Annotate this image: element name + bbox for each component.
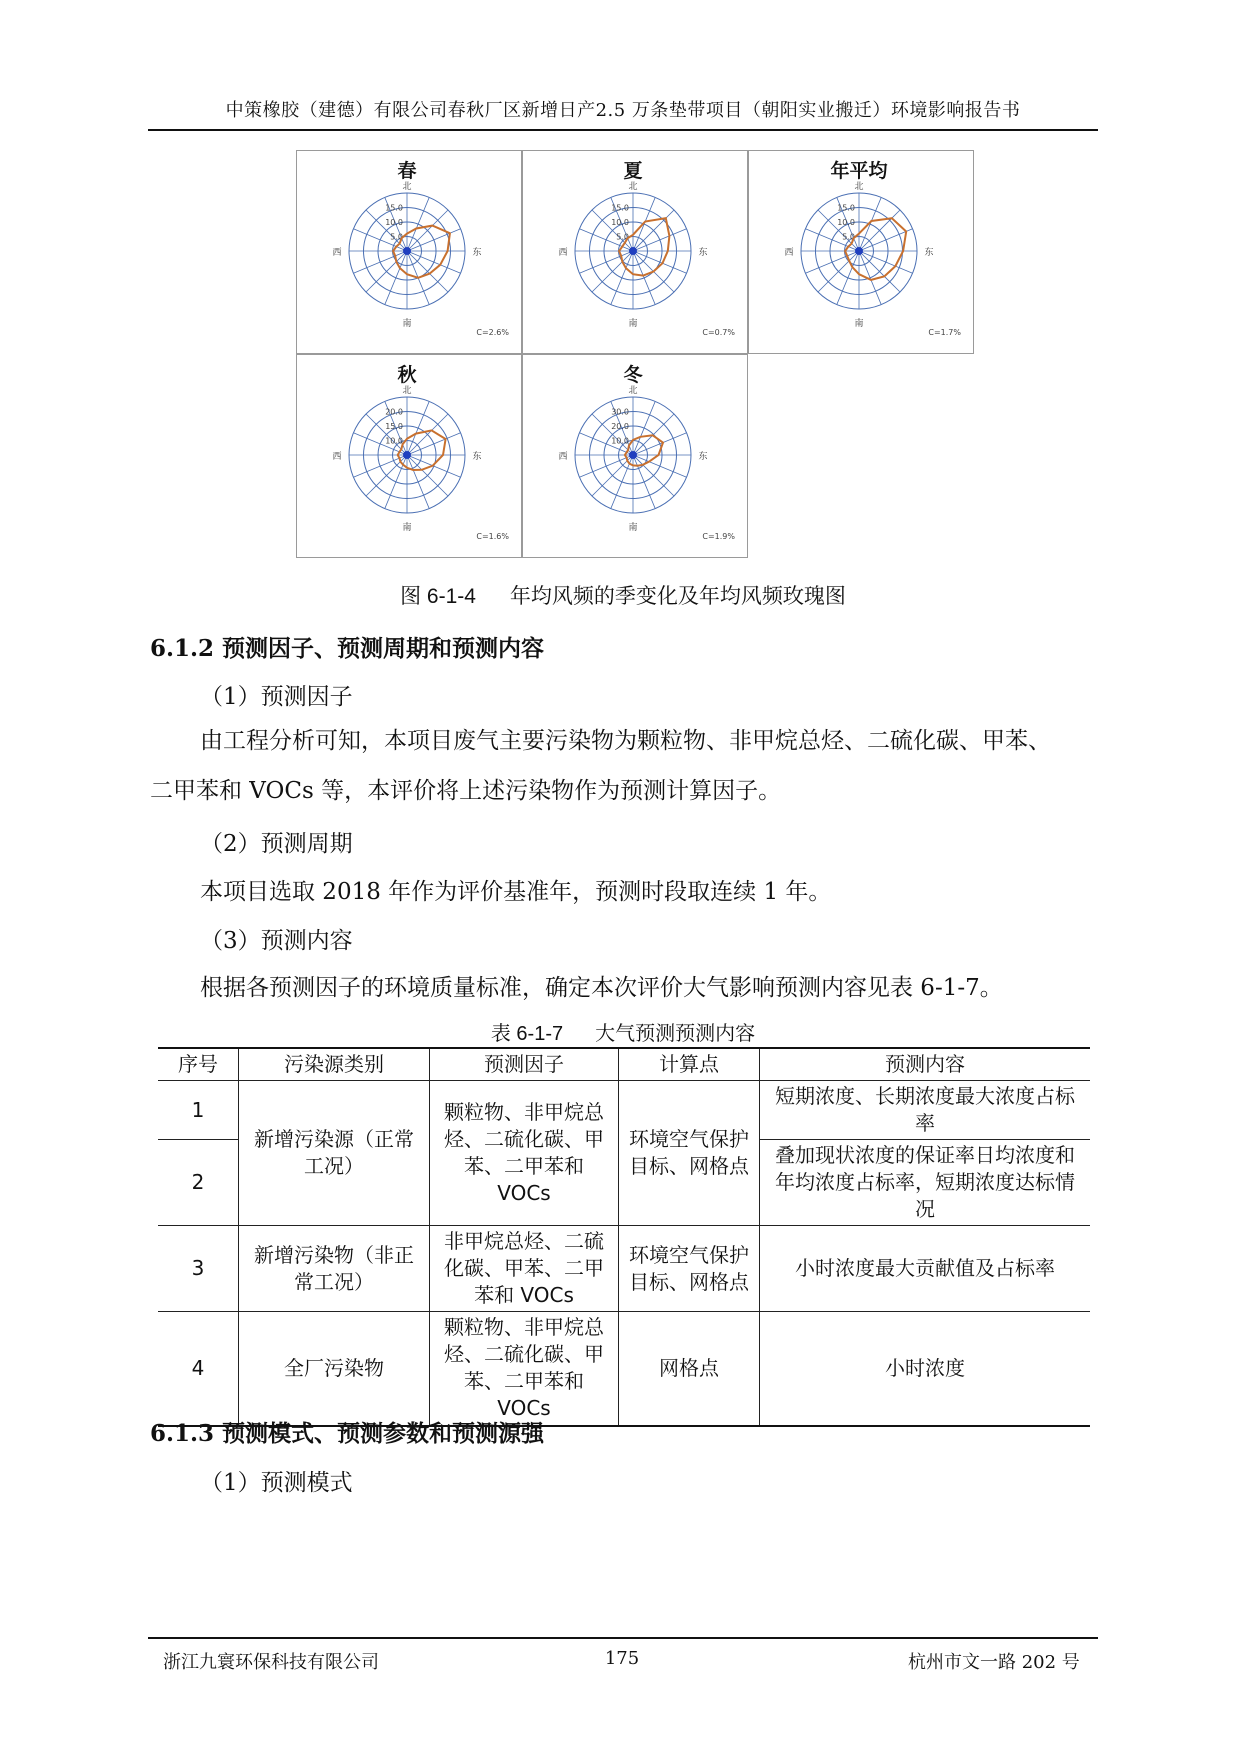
ring-label: 30.0 [611,407,629,417]
figure-caption-text: 年均风频的季变化及年均风频玫瑰图 [509,584,846,608]
page-number: 175 [604,1648,640,1669]
ring-label: 5.0 [842,232,855,242]
cell-no: 1 [158,1081,239,1140]
direction-east: 东 [924,248,934,258]
grid-spoke [366,251,407,292]
page-header: 中策橡胶（建德）有限公司春秋厂区新增日产2.5 万条垫带项目（朝阳实业搬迁）环境影响报告书 [225,100,1021,121]
wind-rose-figure [296,150,980,566]
calm-frequency: C=1.9% [702,532,735,541]
direction-west: 西 [558,452,568,462]
direction-east: 东 [472,248,482,258]
table-row [158,1081,1090,1140]
grid-spoke [407,251,448,292]
ring-label: 20.0 [385,407,403,417]
wind-rose-panel-spring [296,150,522,354]
ring-label: 5.0 [390,232,403,242]
footer-company: 浙江九寰环保科技有限公司 [163,1652,379,1673]
wind-rose-autumn [297,355,523,559]
forecast-content-table [158,1047,1090,1427]
item-forecast-period: （2）预测周期 [200,831,353,857]
header-rule [148,129,1098,131]
calm-frequency: C=0.7% [702,328,735,337]
cell-no: 2 [158,1140,239,1226]
section-heading-612: 6.1.2 预测因子、预测周期和预测内容 [150,635,545,662]
figure-caption [148,580,1098,610]
rose-center [629,451,637,459]
ring-label: 15.0 [385,422,403,431]
grid-spoke [859,251,900,292]
direction-east: 东 [698,248,708,258]
paragraph-period: 本项目选取 2018 年作为评价基准年，预测时段取连续 1 年。 [200,879,832,905]
item-forecast-model: （1）预测模式 [200,1470,353,1496]
paragraph-content: 根据各预测因子的环境质量标准，确定本次评价大气影响预测内容见表 6-1-7。 [200,975,1003,1001]
grid-spoke [633,455,674,496]
panel-title: 年平均 [830,160,888,182]
panel-title: 夏 [623,160,643,182]
cell-factors: 颗粒物、非甲烷总烃、二硫化碳、甲苯、二甲苯和VOCs [430,1081,619,1226]
footer-address: 杭州市文一路 202 号 [908,1652,1080,1673]
cell-no: 4 [158,1312,239,1426]
grid-spoke [633,414,674,455]
cell-factors: 颗粒物、非甲烷总烃、二硫化碳、甲苯、二甲苯和VOCs [430,1312,619,1426]
grid-spoke [818,251,859,292]
direction-north: 北 [628,182,638,192]
ring-label: 10.0 [611,218,629,227]
panel-title: 冬 [623,364,643,386]
panel-title: 秋 [397,364,417,386]
cell-factors: 非甲烷总烃、二硫化碳、甲苯、二甲苯和 VOCs [430,1226,619,1312]
wind-rose-panel-winter [522,354,748,558]
direction-south: 南 [628,523,638,533]
rose-center [403,451,411,459]
rose-center [855,247,863,255]
grid-spoke [592,210,633,251]
direction-south: 南 [402,523,412,533]
paragraph-factors [150,716,1100,816]
cell-points: 环境空气保护目标、网格点 [619,1081,760,1226]
grid-spoke [407,455,448,496]
grid-spoke [592,251,633,292]
cell-content: 小时浓度 [760,1312,1091,1426]
th-no: 序号 [158,1048,239,1081]
grid-spoke [366,210,407,251]
cell-source: 新增污染物（非正常工况） [239,1226,430,1312]
table-row [158,1226,1090,1312]
grid-spoke [592,414,633,455]
table-caption-number: 表 6-1-7 [490,1023,564,1045]
item-forecast-factors: （1）预测因子 [200,684,353,710]
ring-label: 15.0 [611,203,629,213]
direction-south: 南 [402,319,412,329]
section-heading-613: 6.1.3 预测模式、预测参数和预测源强 [150,1420,545,1447]
table-caption-text: 大气预测预测内容 [595,1021,756,1045]
paragraph-factors-line1: 由工程分析可知，本项目废气主要污染物为颗粒物、非甲烷总烃、二硫化碳、甲苯、 [200,728,1051,754]
cell-no: 3 [158,1226,239,1312]
panel-title: 春 [397,160,417,182]
footer-rule [148,1637,1098,1639]
figure-caption-number: 图 6-1-4 [400,585,476,608]
direction-west: 西 [332,452,342,462]
ring-label: 20.0 [611,422,629,431]
cell-content: 叠加现状浓度的保证率日均浓度和年均浓度占标率，短期浓度达标情况 [760,1140,1091,1226]
ring-label: 10.0 [385,436,403,446]
ring-label: 5.0 [616,232,629,242]
direction-south: 南 [854,319,864,329]
wind-rose-panel-summer [522,150,748,354]
wind-rose-annual [749,151,975,355]
direction-east: 东 [472,452,482,462]
direction-east: 东 [698,452,708,462]
table-row [158,1312,1090,1426]
wind-rose-spring [297,151,523,355]
wind-rose-panel-autumn [296,354,522,558]
cell-content: 小时浓度最大贡献值及占标率 [760,1226,1091,1312]
th-source: 污染源类别 [239,1048,430,1081]
ring-label: 15.0 [837,203,855,213]
table-header-row [158,1048,1090,1081]
paragraph-factors-line2: 二甲苯和 VOCs 等，本评价将上述污染物作为预测计算因子。 [150,778,782,804]
cell-points: 环境空气保护目标、网格点 [619,1226,760,1312]
direction-west: 西 [784,248,794,258]
calm-frequency: C=2.6% [476,328,509,337]
wind-rose-winter [523,355,749,559]
ring-label: 15.0 [385,203,403,213]
wind-rose-summer [523,151,749,355]
direction-north: 北 [402,386,412,396]
direction-north: 北 [854,182,864,192]
rose-center [629,247,637,255]
grid-spoke [818,210,859,251]
rose-center [403,247,411,255]
cell-points: 网格点 [619,1312,760,1426]
cell-source: 新增污染源（正常工况） [239,1081,430,1226]
th-points: 计算点 [619,1048,760,1081]
calm-frequency: C=1.7% [928,328,961,337]
th-content: 预测内容 [760,1048,1091,1081]
calm-frequency: C=1.6% [476,532,509,541]
ring-label: 10.0 [385,218,403,227]
direction-west: 西 [558,248,568,258]
direction-north: 北 [402,182,412,192]
cell-source: 全厂污染物 [239,1312,430,1426]
wind-rose-panel-annual [748,150,974,354]
ring-label: 10.0 [837,218,855,227]
direction-north: 北 [628,386,638,396]
cell-content: 短期浓度、长期浓度最大浓度占标率 [760,1081,1091,1140]
direction-south: 南 [628,319,638,329]
ring-label: 10.0 [611,436,629,446]
grid-spoke [859,210,900,251]
item-forecast-content: （3）预测内容 [200,928,353,954]
direction-west: 西 [332,248,342,258]
table-caption [148,1017,1098,1046]
th-factors: 预测因子 [430,1048,619,1081]
